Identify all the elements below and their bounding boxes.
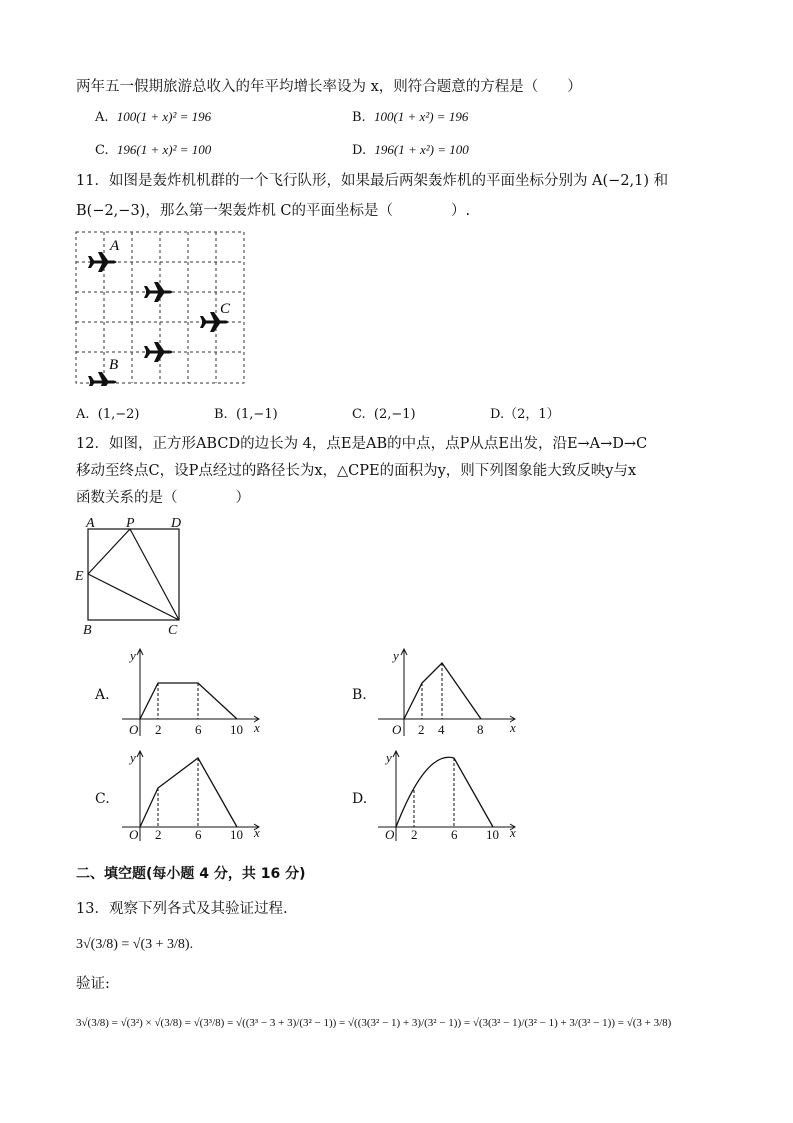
option-text: 196(1 + x)² = 100 [116,142,212,157]
tick-label: 10 [230,722,243,737]
section-title: 二、填空题(每小题 4 分，共 16 分) [76,866,306,882]
label-p: P [126,516,135,531]
tick-label: 6 [451,827,458,842]
plane-b-icon [88,372,117,386]
tick-label: 2 [411,827,418,842]
x-axis-label: x [254,825,260,840]
graph-a[interactable] [118,646,268,741]
option-label: A. [76,407,90,422]
x-axis-label: x [510,825,516,840]
tick-label: 2 [418,722,425,737]
label-b: B [83,623,92,638]
plane-icon [144,342,173,362]
q11-line1: 11．如图是轰炸机机群的一个飞行队形，如果最后两架轰炸机的平面坐标分别为 A(−2,1) 和 [76,173,669,189]
tick-label: 2 [155,827,162,842]
x-axis-label: x [510,720,516,735]
tick-label: 10 [230,827,243,842]
option-label: B. [352,110,366,125]
q13-stem: 13．观察下列各式及其验证过程. [76,901,288,917]
origin-label: O [392,722,402,737]
option-text: 100(1 + x)² = 196 [116,109,212,124]
label-a: A [86,516,95,531]
origin-label: O [129,827,139,842]
graph-a-label[interactable]: A. [95,687,110,703]
q12-line2: 移动至终点C，设P点经过的路径长为x，△CPE的面积为y，则下列图象能大致反映y与x [76,463,637,479]
q11-option-b[interactable] [214,406,278,424]
option-label: A. [95,110,109,125]
option-text: （2，1） [504,407,560,422]
y-axis-label: y [393,648,399,663]
label-b: B [109,357,119,373]
graph-d[interactable] [374,748,524,843]
graph-c-label[interactable]: C. [95,791,110,807]
q10-option-d[interactable] [352,141,469,160]
y-axis-label: y [130,648,136,663]
tick-label: 6 [195,827,202,842]
label-c: C [220,301,231,317]
q12-line3: 函数关系的是（ ） [76,490,250,506]
option-label: C. [352,407,366,422]
y-axis-label: y [386,750,392,765]
x-axis-label: x [254,720,260,735]
q11-line2: B(−2,−3)，那么第一架轰炸机 C的平面坐标是（ ）. [76,203,471,219]
plane-icon [144,282,173,302]
graph-c[interactable] [118,748,268,843]
q13-formula2: 3√(3/8) = √(3²) × √(3/8) = √(3³/8) = √((3³ − 3 + 3)/(3² − 1)) = √((3(3² − 1) + 3)/(3² − 1)) = √(3(3² − 1)/(3² − 1) + 3/(3² − 1)) = √(3 + 3/8) [76,1017,672,1029]
option-text: 100(1 + x²) = 196 [373,109,469,124]
tick-label: 10 [486,827,499,842]
formation-grid-figure [74,230,248,386]
graph-b[interactable] [374,646,524,741]
q11-option-c[interactable] [352,406,416,424]
q13-formula1: 3√(3/8) = √(3 + 3/8). [76,937,194,952]
q11-option-a[interactable] [76,406,140,424]
label-e: E [75,569,84,584]
q10-stem: 两年五一假期旅游总收入的年平均增长率设为 x，则符合题意的方程是（ ） [76,79,582,95]
option-label: C. [95,143,109,158]
y-axis-label: y [130,750,136,765]
option-label: B. [214,407,228,422]
origin-label: O [129,722,139,737]
square-abcd [88,529,179,620]
graph-b-label[interactable]: B. [352,687,367,703]
q12-line1: 12．如图，正方形ABCD的边长为 4，点E是AB的中点，点P从点E出发，沿E→A→D→C [76,436,648,452]
tick-label: 4 [438,722,445,737]
origin-label: O [385,827,395,842]
tick-label: 2 [155,722,162,737]
option-label: D. [352,143,367,158]
q13-verify-label: 验证: [76,976,110,992]
tick-label: 6 [195,722,202,737]
graph-d-label[interactable]: D. [352,791,368,807]
option-text: (1,−1) [235,407,278,422]
q10-option-c[interactable] [95,141,211,160]
tick-label: 8 [477,722,484,737]
option-text: (2,−1) [373,407,416,422]
square-figure [74,514,194,638]
label-d: D [171,516,182,531]
label-c: C [168,623,178,638]
label-a: A [110,238,120,254]
plane-a-icon [88,252,117,272]
q10-option-b[interactable] [352,108,468,127]
option-text: (1,−2) [97,407,140,422]
q10-option-a[interactable] [95,108,211,127]
q11-option-d[interactable] [490,406,560,424]
option-label: D. [490,407,505,422]
option-text: 196(1 + x²) = 100 [374,142,469,157]
